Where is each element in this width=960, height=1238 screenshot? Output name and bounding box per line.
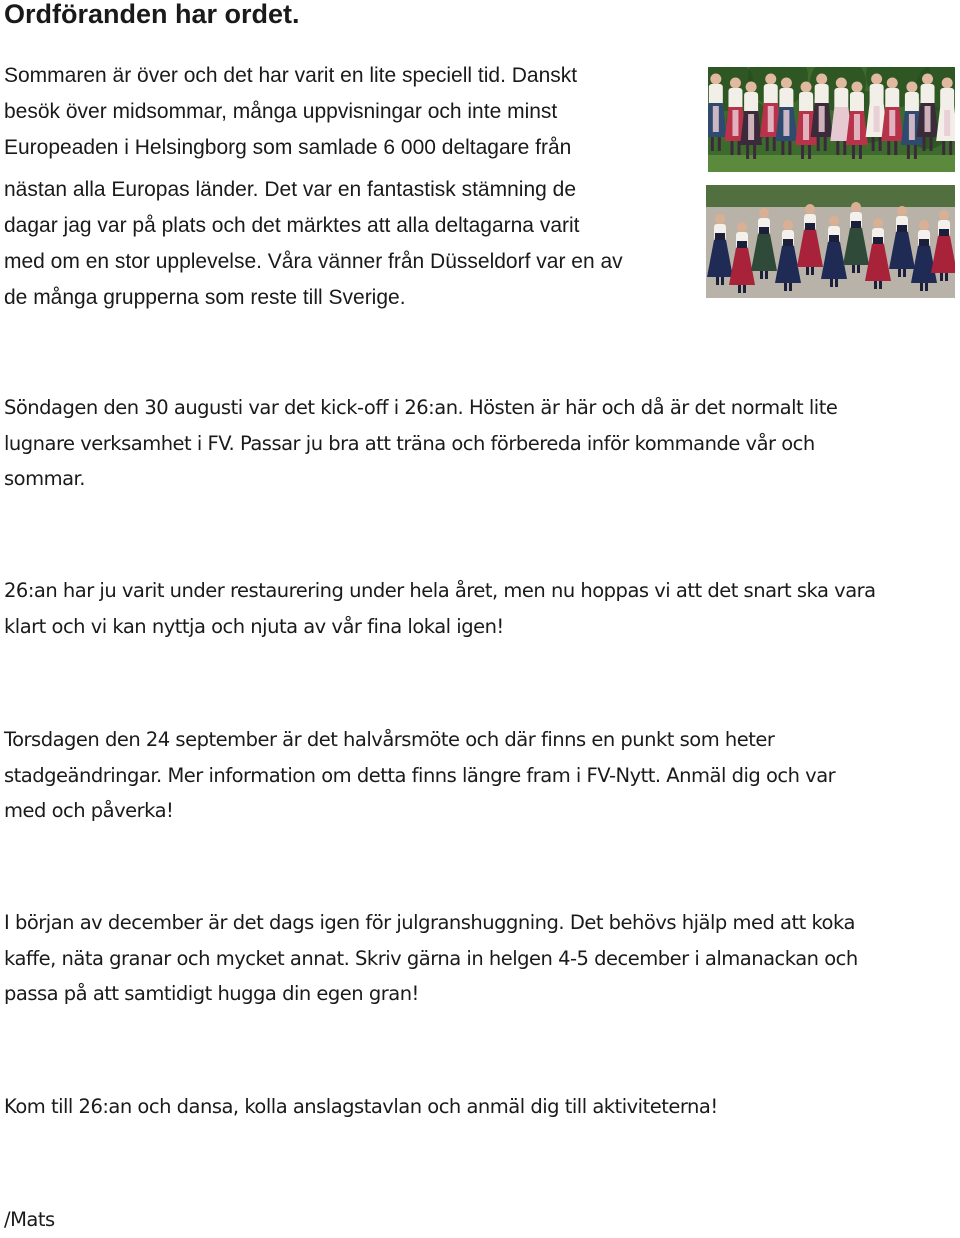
dancer-vest (715, 233, 725, 241)
dancer-leg (859, 145, 862, 159)
dancer-leg (872, 137, 875, 151)
dancer-leg (765, 271, 768, 279)
text-line: passa på att samtidigt hugga din egen gran! (4, 982, 419, 1005)
text-line: Söndagen den 30 augusti var det kick-off i 26:an. Hösten är här och då är det normalt lite (4, 396, 838, 419)
dancer-leg (718, 137, 721, 151)
signature-text: /Mats (4, 1208, 55, 1231)
dancer-blouse (799, 92, 813, 114)
dancer-leg (923, 137, 926, 151)
dancer-vest (897, 225, 907, 233)
dancer-head (759, 208, 769, 218)
dancer-leg (925, 283, 928, 291)
text-line: kaffe, näta granar och mycket annat. Skriv gärna in helgen 4-5 december i almanackan och (4, 946, 858, 970)
text-line: Sommaren är över och det har varit en lite speciell tid. Danskt (4, 64, 578, 87)
dancer-leg (753, 145, 756, 159)
page-title: Ordföranden har ordet. (4, 0, 300, 29)
dancer-leg (781, 141, 784, 155)
dancer-blouse (764, 84, 778, 106)
dancer-apron (768, 106, 774, 132)
dancer-leg (903, 269, 906, 277)
dancer-blouse (921, 84, 935, 106)
text-line: I början av december är det dags igen för julgranshuggning. Det behövs hjälp med att koka (4, 911, 855, 934)
dancer-leg (830, 279, 833, 287)
dancer-apron (854, 114, 860, 140)
dancer-head (942, 78, 953, 89)
dancer-head (897, 206, 907, 216)
dancer-leg (949, 141, 952, 155)
dancer-apron (909, 114, 915, 140)
dancer-vest (851, 221, 861, 229)
dancer-leg (920, 283, 923, 291)
dancer-head (836, 78, 847, 89)
dancer-apron (748, 114, 754, 140)
paragraph-christmas-trees (4, 905, 960, 1012)
folk-dance-circle-photo (706, 185, 955, 298)
text-line: sommar. (4, 467, 85, 490)
dancer-leg (811, 267, 814, 275)
dancer-blouse (728, 88, 742, 110)
dancer-leg (788, 141, 791, 155)
text-line: Torsdagen den 24 september är det halvårsmöte och där finns en punkt som heter (4, 728, 775, 751)
dancer-blouse (834, 88, 848, 110)
dancer-leg (746, 145, 749, 159)
dancer-head (851, 202, 861, 212)
dancer-leg (940, 273, 943, 281)
dancer-leg (789, 283, 792, 291)
dancer-apron (732, 110, 738, 136)
dancer-leg (835, 279, 838, 287)
dancer-leg (711, 137, 714, 151)
dancer-leg (738, 285, 741, 293)
dancer-head (906, 82, 917, 93)
dancer-leg (879, 281, 882, 289)
dancer-leg (945, 273, 948, 281)
dancer-head (805, 204, 815, 214)
dancer-blouse (779, 88, 793, 110)
circle-photo-drawing (706, 185, 955, 298)
dancer-apron (803, 114, 809, 140)
text-line: klart och vi kan nyttja och njuta av vår fina lokal igen! (4, 614, 504, 638)
text-line: med om en stor upplevelse. Våra vänner från Düsseldorf var en av (4, 250, 623, 273)
dancer-head (801, 82, 812, 93)
dancer-leg (808, 145, 811, 159)
dancer-head (730, 78, 741, 89)
dancer-leg (773, 137, 776, 151)
dancer-blouse (815, 84, 829, 106)
dancer-leg (930, 137, 933, 151)
dancer-leg (716, 277, 719, 285)
dancer-apron (819, 106, 825, 132)
dancer-head (829, 216, 839, 226)
dancer-leg (766, 137, 769, 151)
dancer-vest (939, 229, 949, 237)
dancer-leg (894, 141, 897, 155)
dancer-head (715, 214, 725, 224)
dancer-apron (874, 106, 880, 132)
dancer-leg (942, 141, 945, 155)
dancer-leg (824, 137, 827, 151)
paragraph-invitation (4, 1089, 960, 1125)
text-line: 26:an har ju varit under restaurering under hela året, men nu hoppas vi att det snart ska vara (4, 579, 876, 602)
text-line: dagar jag var på plats och det märktes att alla deltagarna varit (4, 214, 580, 237)
dancer-leg (836, 141, 839, 155)
dancer-leg (852, 145, 855, 159)
dancer-head (871, 74, 882, 85)
dancer-leg (887, 141, 890, 155)
paragraph-kickoff (4, 390, 960, 497)
dancer-head (919, 220, 929, 230)
dancer-leg (737, 141, 740, 155)
dancer-blouse (850, 92, 864, 114)
dancer-leg (914, 145, 917, 159)
dancer-vest (873, 237, 883, 245)
dancer-head (816, 74, 827, 85)
intro-paragraph (4, 58, 694, 316)
dancer-leg (760, 271, 763, 279)
dancer-leg (801, 145, 804, 159)
paragraph-restoration (4, 573, 960, 644)
dancer-vest (737, 241, 747, 249)
text-line: med och påverka! (4, 799, 174, 822)
dancer-blouse (885, 88, 899, 110)
dancer-vest (919, 239, 929, 247)
dancer-apron (925, 106, 931, 132)
background-trees (706, 185, 955, 207)
dancer-leg (843, 141, 846, 155)
dancer-head (710, 74, 721, 85)
text-line: Europeaden i Helsingborg som samlade 6 000 deltagare från (4, 136, 572, 159)
dancer-vest (829, 235, 839, 243)
dancer-blouse (870, 84, 884, 106)
dancer-leg (817, 137, 820, 151)
dancer-vest (805, 223, 815, 231)
dancer-apron (783, 110, 789, 136)
dancer-apron (889, 110, 895, 136)
dancer-head (887, 78, 898, 89)
dancer-head (922, 74, 933, 85)
dancer-apron (838, 110, 844, 136)
dancer-apron (713, 106, 719, 132)
dancer-vest (783, 239, 793, 247)
dancer-leg (730, 141, 733, 155)
signature (4, 1202, 960, 1238)
paragraph-meeting (4, 722, 960, 829)
text-line: besök över midsommar, många uppvisningar och inte minst (4, 100, 558, 123)
text-line: lugnare verksamhet i FV. Passar ju bra att träna och förbereda inför kommande vår och (4, 431, 815, 455)
dancer-head (737, 222, 747, 232)
text-line: stadgeändringar. Mer information om detta finns längre fram i FV-Nytt. Anmäl dig och var (4, 763, 836, 787)
dancer-leg (898, 269, 901, 277)
group-photo-drawing (708, 67, 955, 172)
dancer-vest (759, 227, 769, 235)
dancer-leg (806, 267, 809, 275)
dancer-leg (879, 137, 882, 151)
text-line: Kom till 26:an och dansa, kolla anslagstavlan och anmäl dig till aktiviteterna! (4, 1095, 718, 1118)
text-line: nästan alla Europas länder. Det var en fantastisk stämning de (4, 178, 577, 201)
dancer-leg (874, 281, 877, 289)
dancer-head (783, 220, 793, 230)
dancer-head (781, 78, 792, 89)
dancer-head (873, 218, 883, 228)
lawn (708, 155, 955, 172)
dancer-leg (852, 265, 855, 273)
dancer-head (746, 82, 757, 93)
dancer-leg (721, 277, 724, 285)
folk-dance-group-photo (708, 67, 955, 172)
dancer-blouse (744, 92, 758, 114)
dancer-leg (743, 285, 746, 293)
text-line: de många grupperna som reste till Sverige. (4, 286, 406, 309)
dancer-blouse (940, 88, 954, 110)
dancer-blouse (709, 84, 723, 106)
dancer-leg (907, 145, 910, 159)
dancer-leg (857, 265, 860, 273)
dancer-head (851, 82, 862, 93)
dancer-head (765, 74, 776, 85)
dancer-blouse (905, 92, 919, 114)
dancer-leg (784, 283, 787, 291)
dancer-head (939, 210, 949, 220)
dancer-apron (944, 110, 950, 136)
